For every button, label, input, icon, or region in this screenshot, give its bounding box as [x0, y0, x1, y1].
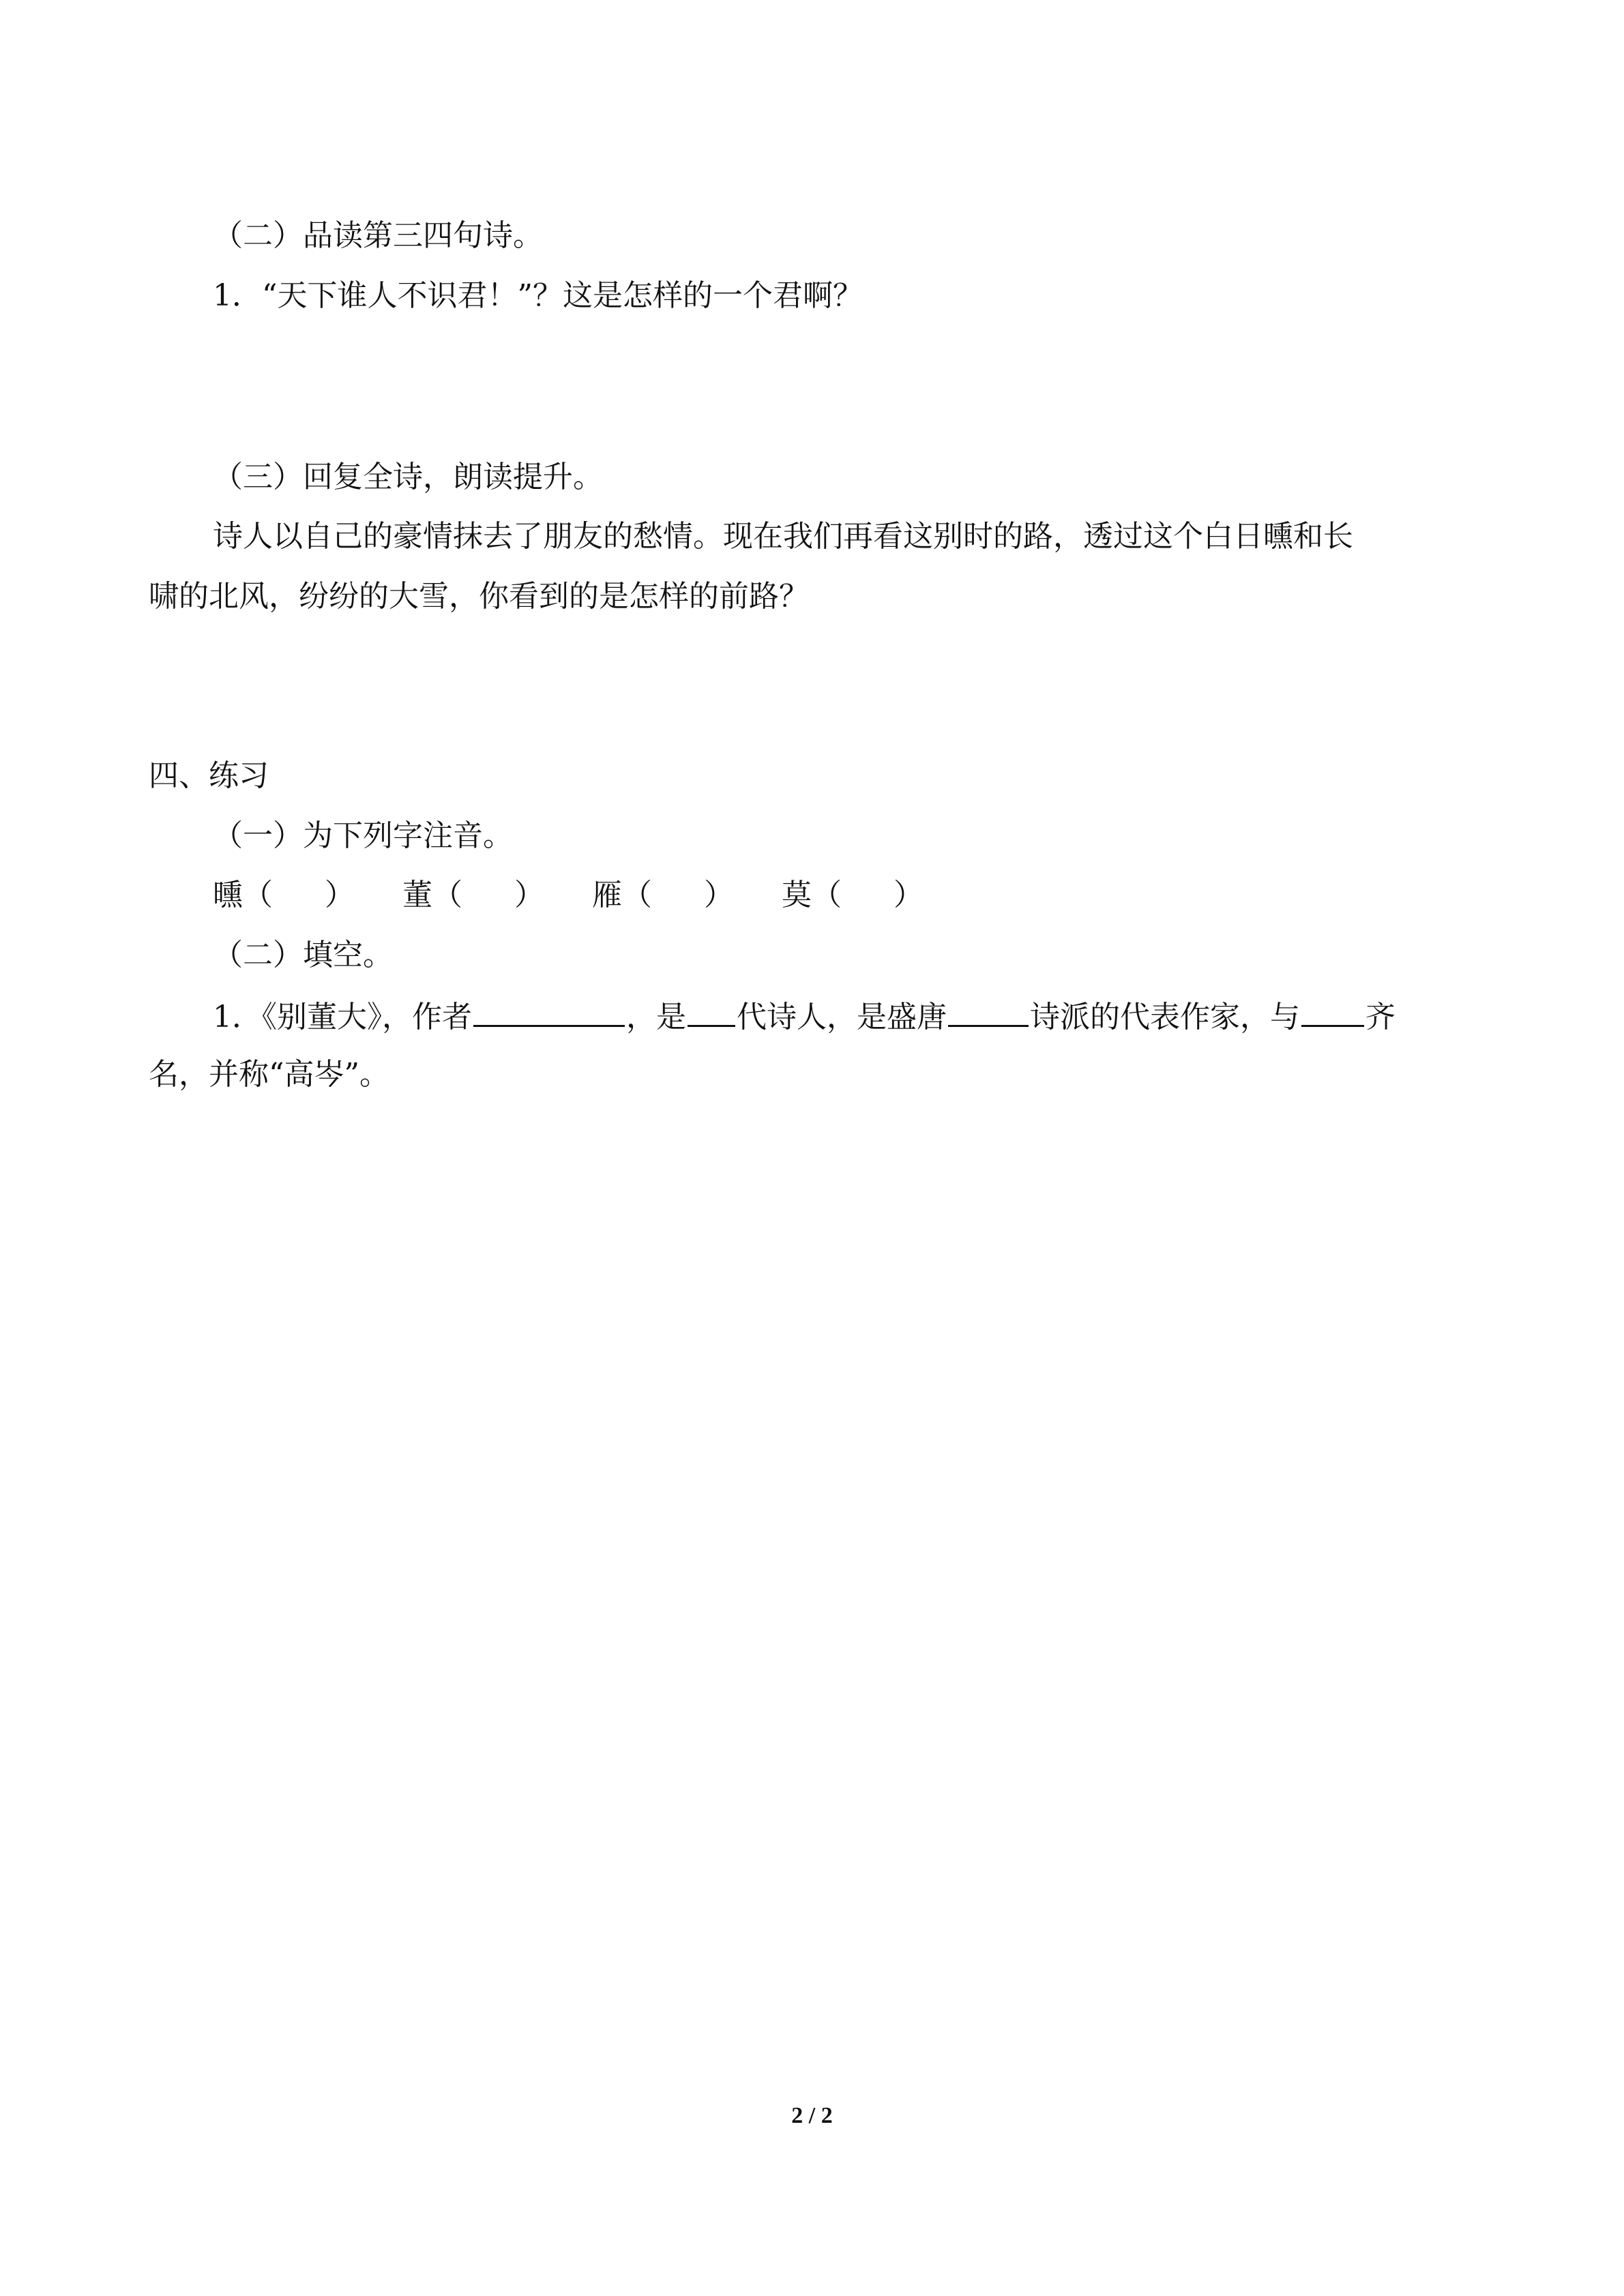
- paragraph-3-line-2: 啸的北风，纷纷的大雪，你看到的是怎样的前路？: [149, 579, 809, 614]
- pinyin-item: 莫（ ）: [782, 878, 924, 912]
- blank-author[interactable]: [473, 995, 625, 1027]
- exercise-2-heading: （二）填空。: [213, 938, 393, 972]
- blank-school[interactable]: [948, 995, 1029, 1027]
- blank-dynasty[interactable]: [688, 995, 735, 1027]
- page-number: 2 / 2: [791, 2103, 833, 2128]
- fill-blank-question-line-2: 名，并称“高岑”。: [149, 1057, 389, 1092]
- pinyin-item: 董（ ）: [402, 878, 544, 912]
- pinyin-item: 曛（ ）: [213, 878, 355, 912]
- section-heading-4: 四、练习: [149, 758, 269, 793]
- exercise-1-heading: （一）为下列字注音。: [213, 818, 513, 853]
- question-2-1: 1．“天下谁人不识君！”？这是怎样的一个君啊？: [213, 278, 863, 313]
- section-heading-3: （三）回复全诗，朗读提升。: [213, 460, 603, 494]
- paragraph-3-line-1: 诗人以自己的豪情抹去了朋友的愁情。现在我们再看这别时的路，透过这个白日曛和长: [213, 519, 1353, 554]
- blank-peer[interactable]: [1301, 995, 1364, 1027]
- pinyin-item: 雁（ ）: [592, 878, 734, 912]
- section-heading-2: （二）品读第三四句诗。: [213, 218, 543, 253]
- pinyin-exercise-row: [213, 875, 924, 916]
- fill-blank-question-line-1: 1．《别董大》，作者 ，是 代诗人，是盛唐 诗派的代表作家，与 齐: [213, 995, 1396, 1038]
